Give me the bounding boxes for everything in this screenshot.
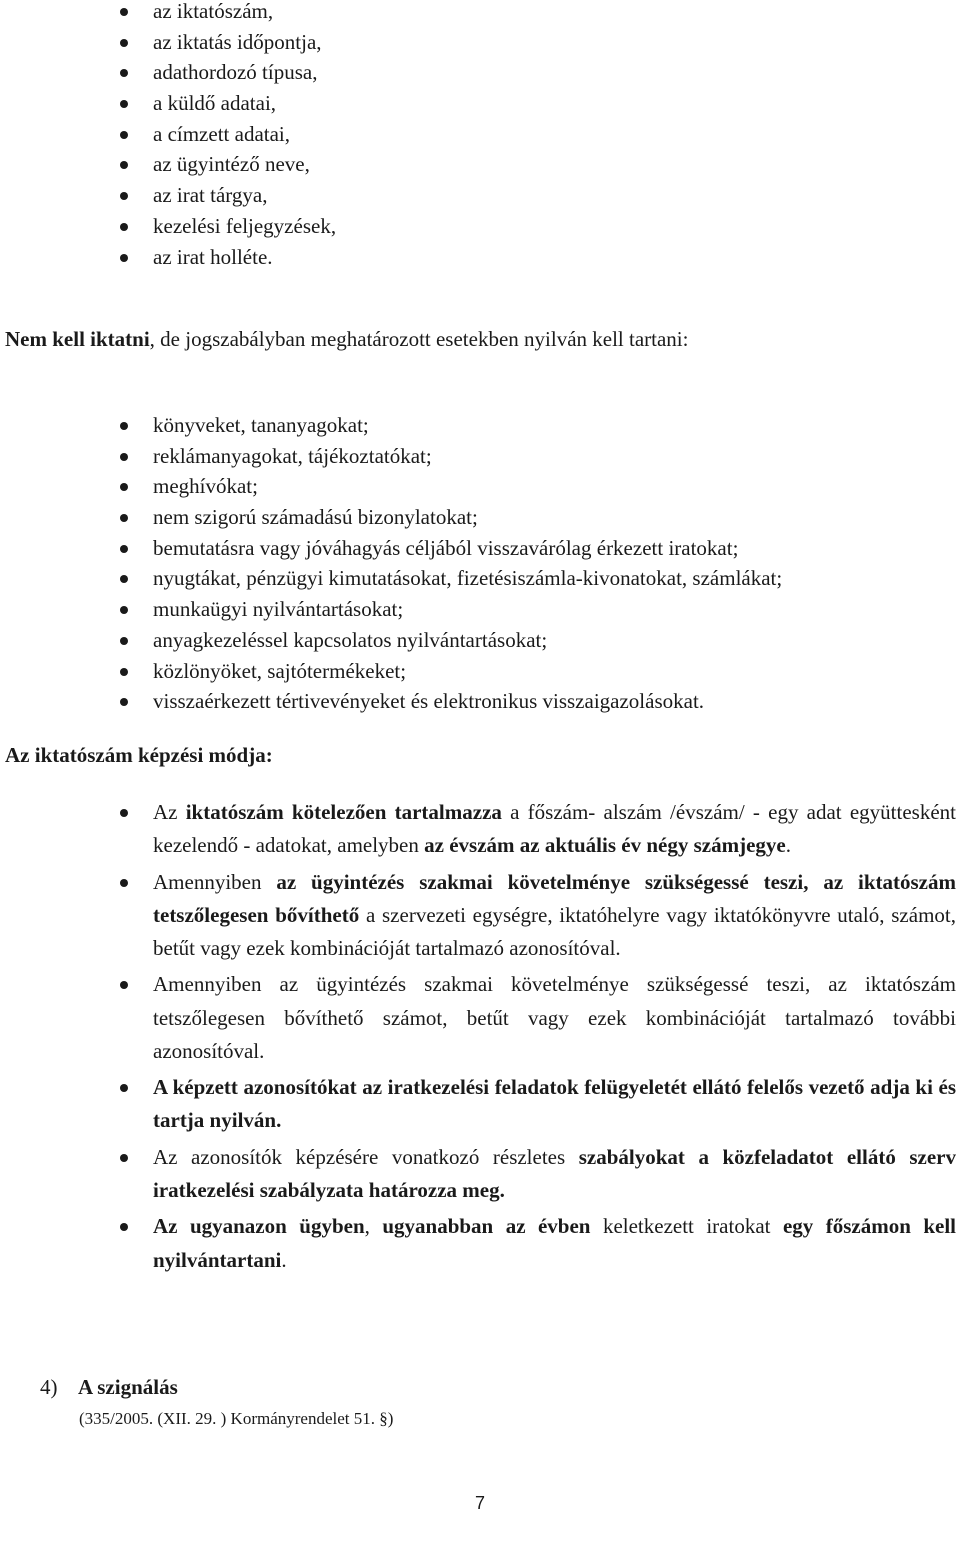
- page-number: 7: [474, 1493, 485, 1513]
- not-registered-intro: [5, 324, 688, 354]
- list-item: adathordozó típusa,: [153, 57, 933, 88]
- rule-text: Az azonosítók képzésére vonatkozó részletes: [153, 1144, 579, 1169]
- list-item: visszaérkezett tértivevényeket és elektronikus visszaigazolásokat.: [153, 686, 943, 717]
- list-item: az iktatás időpontja,: [153, 27, 933, 58]
- rule-text: .: [785, 833, 791, 858]
- rule-text: .: [281, 1247, 287, 1272]
- number-format-rules-list: [153, 796, 956, 1277]
- rule-text: Amennyiben az ügyintézés szakmai követelménye szükségessé teszi, az iktatószám tetszőlegesen bővíthető számot, betűt vagy ezek kombinációját tartalmazó további azonosítóval.: [153, 972, 956, 1063]
- list-item: a címzett adatai,: [153, 119, 933, 150]
- list-item: az irat tárgya,: [153, 180, 933, 211]
- list-item: meghívókat;: [153, 471, 943, 502]
- section-4-legal-reference: (335/2005. (XII. 29. ) Kormányrendelet 51. §): [79, 1409, 394, 1428]
- rule-bold-text: A képzett azonosítókat az iratkezelési feladatok felügyeletét ellátó felelős vezető adja ki és tartja nyilván.: [153, 1075, 956, 1133]
- rule-text: a szervezeti egységre, iktatóhelyre vagy iktatókönyvre utaló, számot, betűt vagy ezek kombinációját tartalmazó azonosítóval.: [153, 902, 956, 960]
- section-heading-number-format: Az iktatószám képzési módja:: [5, 743, 273, 767]
- list-item: nyugtákat, pénzügyi kimutatásokat, fizetésiszámla-kivonatokat, számlákat;: [153, 563, 943, 594]
- rule-text: Amennyiben: [153, 869, 277, 894]
- rule-item: [153, 1210, 956, 1276]
- rule-bold-text: Az ugyanazon ügyben: [153, 1214, 365, 1239]
- rule-item: [153, 1071, 956, 1137]
- section-title: A szignálás: [78, 1375, 178, 1399]
- list-item: bemutatásra vagy jóváhagyás céljából visszavárólag érkezett iratokat;: [153, 533, 943, 564]
- rule-bold-text: iktatószám kötelezően tartalmazza: [185, 800, 502, 824]
- not-registered-bold: Nem kell iktatni: [5, 327, 150, 351]
- rule-bold-text: ugyanabban az évben: [382, 1214, 591, 1239]
- list-item: kezelési feljegyzések,: [153, 211, 933, 242]
- not-registered-list: [153, 410, 943, 717]
- section-4-heading: [40, 1372, 178, 1402]
- rule-text: a főszám- alszám /évszám/ - egy adat együttesként kezelendő - adatokat, amelyben: [153, 800, 957, 858]
- rule-bold-text: az évszám az aktuális év négy számjegye: [424, 833, 786, 858]
- required-fields-list: [153, 0, 933, 272]
- section-number: 4): [40, 1375, 58, 1399]
- rule-bold-text: az ügyintézés szakmai követelménye szükségessé teszi, az iktatószám tetszőlegesen bővíthető: [153, 869, 956, 927]
- rule-item: [153, 1141, 956, 1207]
- rule-text: keletkezett iratokat: [590, 1214, 783, 1239]
- list-item: könyveket, tananyagokat;: [153, 410, 943, 441]
- rule-item: [153, 866, 956, 966]
- list-item: az iktatószám,: [153, 0, 933, 27]
- list-item: a küldő adatai,: [153, 88, 933, 119]
- rule-item: [153, 796, 956, 862]
- list-item: nem szigorú számadású bizonylatokat;: [153, 502, 943, 533]
- rule-item: [153, 968, 956, 1068]
- rule-bold-text: egy főszámon kell nyilvántartani: [153, 1214, 957, 1272]
- not-registered-rest: , de jogszabályban meghatározott esetekben nyilván kell tartani:: [149, 327, 689, 351]
- list-item: közlönyöket, sajtótermékeket;: [153, 656, 943, 687]
- list-item: reklámanyagokat, tájékoztatókat;: [153, 441, 943, 472]
- list-item: anyagkezeléssel kapcsolatos nyilvántartásokat;: [153, 625, 943, 656]
- list-item: az ügyintéző neve,: [153, 149, 933, 180]
- rule-text: ,: [364, 1214, 383, 1239]
- list-item: az irat holléte.: [153, 242, 933, 273]
- list-item: munkaügyi nyilvántartásokat;: [153, 594, 943, 625]
- rule-bold-text: szabályokat a közfeladatot ellátó szerv iratkezelési szabályzata határozza meg.: [153, 1144, 956, 1202]
- rule-text: Az: [153, 800, 186, 824]
